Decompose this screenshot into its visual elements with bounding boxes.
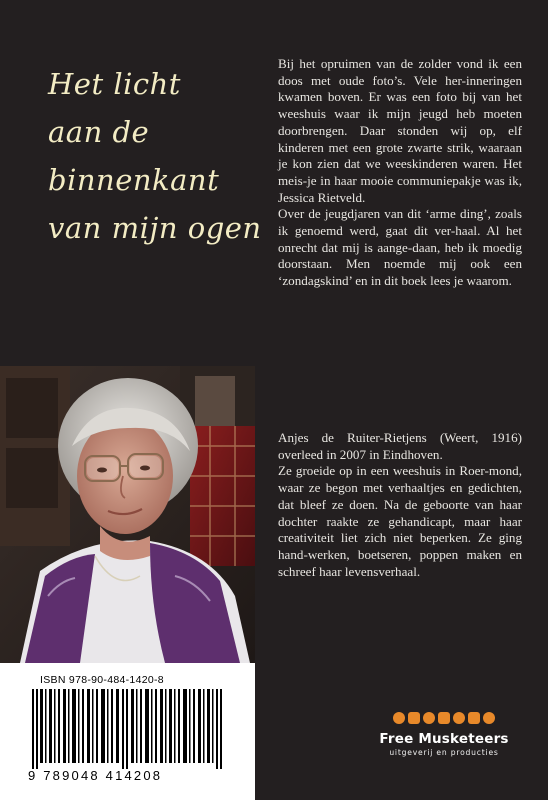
fleur-icon bbox=[393, 712, 405, 724]
title-line: Het licht bbox=[48, 67, 181, 101]
bio-paragraph: Ze groeide op in een weeshuis in Roer-mond, waar ze begon met verhaaltjes en gedichten, dat bleef ze doen. Na de geboorte van haar dochter raakte ze gehandicapt, maar haar creativiteit liet zich niet beperken. Ze ging hand-werken, boetseren, poppen maken en schreef haar levensverhaal. bbox=[278, 463, 522, 579]
title-line: binnenkant bbox=[48, 163, 220, 197]
sword-icon bbox=[438, 712, 450, 724]
book-title bbox=[48, 60, 268, 252]
publisher-name: Free Musketeers bbox=[379, 731, 509, 747]
blurb-paragraph: Over de jeugdjaren van dit ‘arme ding’, zoals ik genoemd werd, gaat dit ver-haal. Al het onrecht dat mij is aange-daan, heb ik moedig doorstaan. Men noemde mij ook een ‘zondagskind’ en in dit boek lees je waarom. bbox=[278, 206, 522, 289]
barcode-icon bbox=[30, 689, 230, 769]
author-photo bbox=[0, 366, 255, 663]
title-line: van mijn ogen bbox=[48, 211, 262, 245]
isbn-label: ISBN 978-90-484-1420-8 bbox=[40, 674, 164, 686]
blurb-paragraph: Bij het opruimen van de zolder vond ik een doos met oude foto’s. Vele her-inneringen kwamen boven. Er was een foto bij van het weeshuis waar ik mijn jeugd heb moeten doorbrengen. Daar stonden wij op, elf kinderen met een grote zwarte strik, waaraan je kon zien dat we weeskinderen waren. Het meis-je in haar mooie communiepakje was ik, Jessica Rietveld. bbox=[278, 56, 522, 205]
author-bio bbox=[278, 430, 522, 580]
barcode-digits: 9 789048 414208 bbox=[28, 768, 163, 783]
mask-icon bbox=[408, 712, 420, 724]
publisher-emblem-icon bbox=[374, 710, 514, 726]
crown-icon bbox=[483, 712, 495, 724]
blurb-text bbox=[278, 56, 522, 290]
shield-icon bbox=[453, 712, 465, 724]
publisher-logo bbox=[374, 710, 514, 757]
bio-paragraph: Anjes de Ruiter-Rietjens (Weert, 1916) overleed in 2007 in Eindhoven. bbox=[278, 430, 522, 462]
title-line: aan de bbox=[48, 115, 150, 149]
quill-icon bbox=[468, 712, 480, 724]
publisher-tagline: uitgeverij en producties bbox=[389, 748, 499, 757]
hat-icon bbox=[423, 712, 435, 724]
barcode-panel bbox=[0, 663, 255, 800]
